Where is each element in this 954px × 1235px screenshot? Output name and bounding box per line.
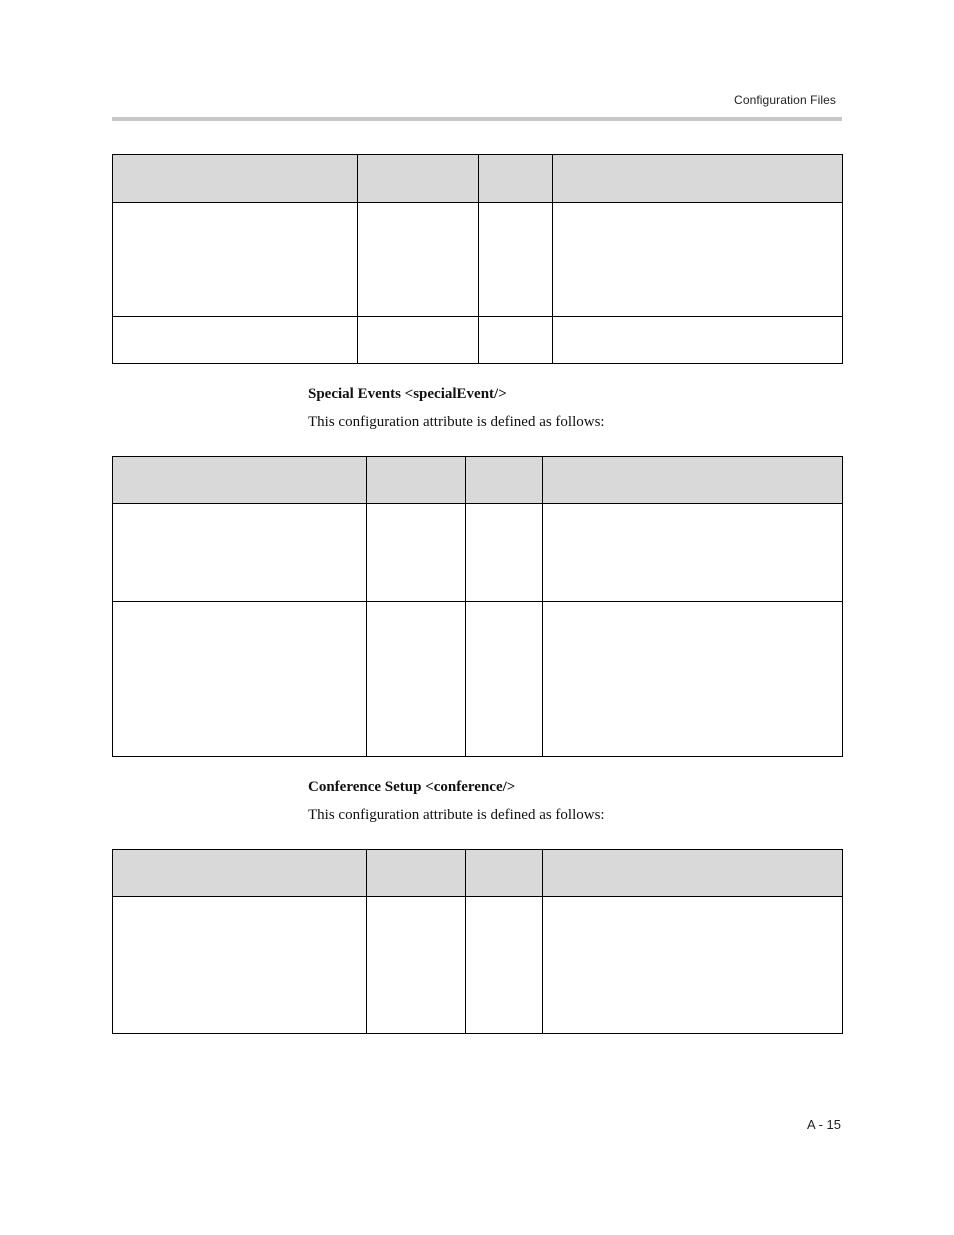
header-cell-attribute xyxy=(113,457,367,504)
table-cell xyxy=(479,317,553,364)
header-cell-permitted-values xyxy=(367,457,466,504)
conference-setup-table xyxy=(112,849,843,1034)
table-cell xyxy=(543,602,843,757)
header-cell-default xyxy=(466,850,543,897)
header-rule xyxy=(112,117,842,121)
table-cell xyxy=(113,504,367,602)
table-row xyxy=(113,317,843,364)
table-cell xyxy=(113,317,358,364)
table-header-row xyxy=(113,155,843,203)
header-cell-default xyxy=(479,155,553,203)
table-row xyxy=(113,203,843,317)
header-cell-interpretation xyxy=(543,850,843,897)
header-cell-permitted-values xyxy=(358,155,479,203)
page-number: A - 15 xyxy=(807,1117,841,1132)
header-cell-interpretation xyxy=(543,457,843,504)
header-cell-permitted-values xyxy=(367,850,466,897)
header-cell-interpretation xyxy=(553,155,843,203)
section-heading-conference-setup: Conference Setup <conference/> xyxy=(308,779,516,795)
table-cell xyxy=(479,203,553,317)
table-row xyxy=(113,504,843,602)
table-cell xyxy=(113,897,367,1034)
table-header-row xyxy=(113,850,843,897)
table-cell xyxy=(553,203,843,317)
header-cell-default xyxy=(466,457,543,504)
table-row xyxy=(113,602,843,757)
section-body-special-events: This configuration attribute is defined as follows: xyxy=(308,414,605,430)
table-cell xyxy=(543,897,843,1034)
table-cell xyxy=(113,602,367,757)
header-cell-attribute xyxy=(113,155,358,203)
table-cell xyxy=(466,504,543,602)
table-cell xyxy=(367,897,466,1034)
section-heading-special-events: Special Events <specialEvent/> xyxy=(308,386,507,402)
table-cell xyxy=(553,317,843,364)
table-cell xyxy=(358,317,479,364)
table-header-row xyxy=(113,457,843,504)
section-body-conference-setup: This configuration attribute is defined as follows: xyxy=(308,807,605,823)
special-events-table xyxy=(112,456,843,757)
table-cell xyxy=(367,602,466,757)
table-cell xyxy=(358,203,479,317)
header-cell-attribute xyxy=(113,850,367,897)
table-cell xyxy=(466,897,543,1034)
running-header-title: Configuration Files xyxy=(734,93,836,107)
table-cell xyxy=(543,504,843,602)
table-cell xyxy=(113,203,358,317)
attribute-table-continued xyxy=(112,154,843,364)
table-row xyxy=(113,897,843,1034)
table-cell xyxy=(466,602,543,757)
table-cell xyxy=(367,504,466,602)
